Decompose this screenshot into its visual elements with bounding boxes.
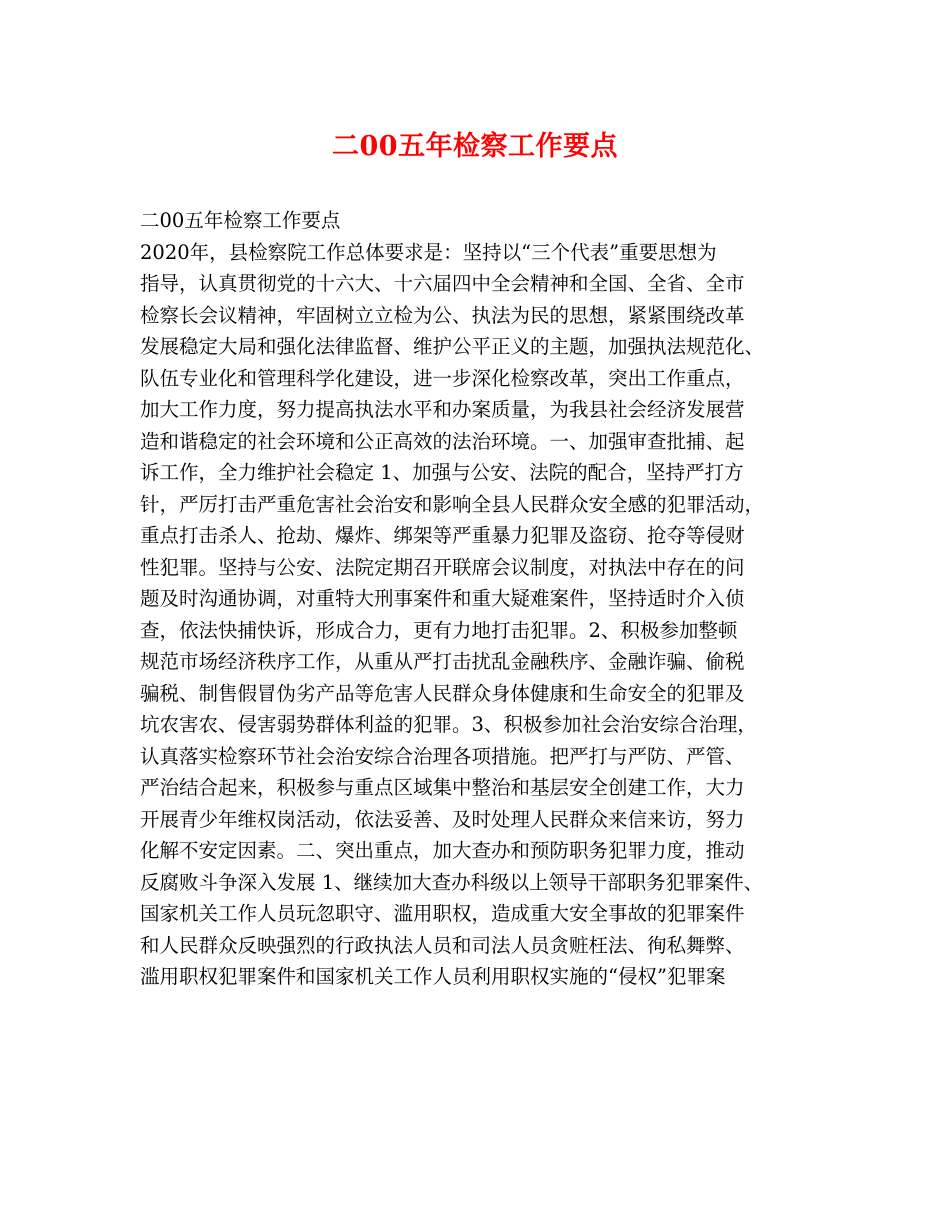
body-text-line: 骗税、制售假冒伪劣产品等危害人民群众身体健康和生命安全的犯罪及 [140, 681, 745, 705]
body-text-line: 二00五年检察工作要点 [140, 209, 341, 232]
body-text-line: 造和谐稳定的社会环境和公正高效的法治环境。一、加强审查批捕、起 [140, 429, 745, 453]
body-text-line: 滥用职权犯罪案件和国家机关工作人员利用职权实施的“侵权”犯罪案 [140, 965, 726, 988]
body-text-line: 查，依法快捕快诉，形成合力，更有力地打击犯罪。2、积极参加整顿 [140, 618, 738, 642]
body-text-line: 开展青少年维权岗活动，依法妥善、及时处理人民群众来信来访，努力 [140, 807, 745, 831]
body-text-line: 发展稳定大局和强化法律监督、维护公平正义的主题，加强执法规范化、 [140, 335, 765, 358]
body-text-line: 加大工作力度，努力提高执法水平和办案质量，为我县社会经济发展营 [140, 398, 745, 421]
body-text-line: 检察长会议精神，牢固树立立检为公、执法为民的思想，紧紧围绕改革 [140, 303, 745, 327]
body-text-line: 重点打击杀人、抢劫、爆炸、绑架等严重暴力犯罪及盗窃、抢夺等侵财 [140, 524, 745, 547]
body-text-line: 严治结合起来，积极参与重点区域集中整治和基层安全创建工作，大力 [140, 776, 745, 799]
body-text-line: 认真落实检察环节社会治安综合治理各项措施。把严打与严防、严管、 [140, 744, 745, 768]
body-text-line: 2020年，县检察院工作总体要求是：坚持以“三个代表”重要思想为 [140, 240, 717, 264]
body-text-line: 反腐败斗争深入发展 1、继续加大查办科级以上领导干部职务犯罪案件、 [140, 870, 764, 894]
body-text-line: 和人民群众反映强烈的行政执法人员和司法人员贪赃枉法、徇私舞弊、 [140, 933, 745, 957]
document-title: 二00五年检察工作要点 [331, 131, 619, 162]
body-text-line: 队伍专业化和管理科学化建设，进一步深化检察改革，突出工作重点， [140, 366, 745, 390]
document-body [140, 205, 820, 993]
body-text-line: 题及时沟通协调，对重特大刑事案件和重大疑难案件，坚持适时介入侦 [140, 587, 745, 610]
body-text-line: 性犯罪。坚持与公安、法院定期召开联席会议制度，对执法中存在的问 [140, 555, 745, 579]
body-text-line: 指导，认真贯彻党的十六大、十六届四中全会精神和全国、全省、全市 [140, 272, 745, 295]
body-text-line: 针，严厉打击严重危害社会治安和影响全县人民群众安全感的犯罪活动， [140, 492, 765, 516]
body-text-line: 规范市场经济秩序工作，从重从严打击扰乱金融秩序、金融诈骗、偷税 [140, 650, 745, 673]
body-text-line: 坑农害农、侵害弱势群体利益的犯罪。3、积极参加社会治安综合治理， [140, 713, 757, 736]
body-text-line: 化解不安定因素。二、突出重点，加大查办和预防职务犯罪力度，推动 [140, 839, 745, 862]
body-text-line: 诉工作，全力维护社会稳定 1、加强与公安、法院的配合，坚持严打方 [140, 461, 744, 484]
body-text-line: 国家机关工作人员玩忽职守、滥用职权，造成重大安全事故的犯罪案件 [140, 902, 745, 925]
